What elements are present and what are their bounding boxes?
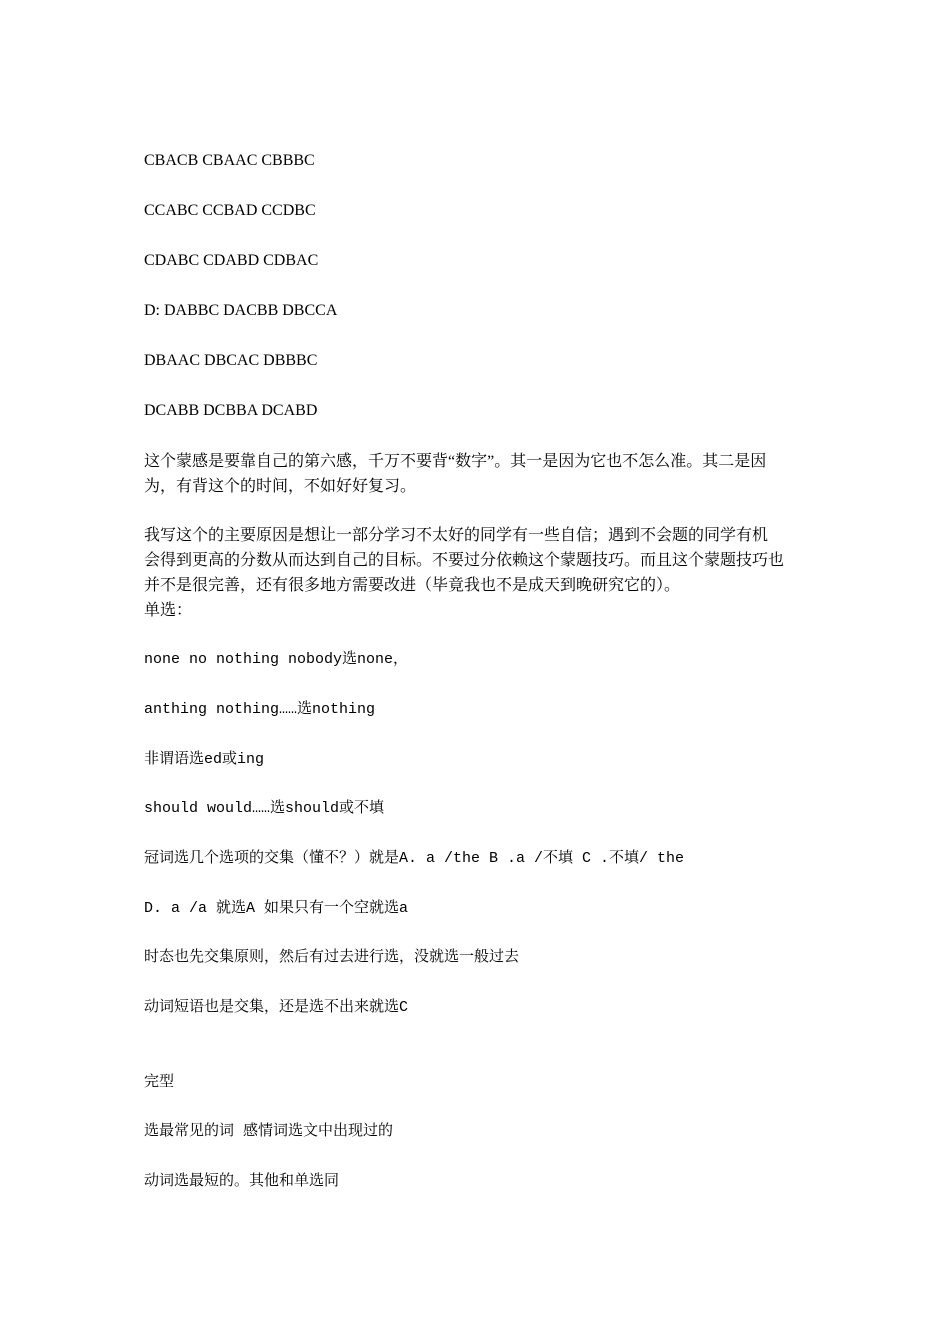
tip-line: should would……选should或不填	[144, 800, 385, 817]
note-line: 为，有背这个的时间，不如好好复习。	[144, 478, 417, 495]
note-paragraph-1	[144, 449, 814, 499]
tip-line: 时态也先交集原则，然后有过去进行选，没就选一般过去	[144, 949, 520, 966]
answer-line: D: DABBC DACBB DBCCA	[144, 302, 338, 319]
tip-line: anthing nothing……选nothing	[144, 701, 376, 718]
tip-line: 动词选最短的。其他和单选同	[144, 1173, 340, 1190]
note-line: 我写这个的主要原因是想让一部分学习不太好的同学有一些自信；遇到不会题的同学有机	[144, 527, 769, 544]
answer-line: DBAAC DBCAC DBBBC	[144, 352, 318, 369]
section-heading-cloze: 完型	[144, 1074, 175, 1091]
tip-line: D. a /a 就选A 如果只有一个空就选a	[144, 900, 409, 917]
note-line: 并不是很完善，还有很多地方需要改进（毕竟我也不是成天到晚研究它的）。	[144, 577, 681, 594]
answer-line: CBACB CBAAC CBBBC	[144, 152, 315, 169]
answer-line: DCABB DCBBA DCABD	[144, 402, 318, 419]
note-paragraph-2	[144, 523, 814, 623]
note-line: 这个蒙感是要靠自己的第六感，千万不要背“数字”。其一是因为它也不怎么准。其二是因	[144, 453, 767, 470]
tip-line: 冠词选几个选项的交集（懂不？）就是A. a /the B .a /不填 C .不填/ the	[144, 850, 685, 867]
note-line: 会得到更高的分数从而达到自己的目标。不要过分依赖这个蒙题技巧。而且这个蒙题技巧也	[144, 552, 785, 569]
answer-line: CDABC CDABD CDBAC	[144, 252, 319, 269]
tip-line: 动词短语也是交集，还是选不出来就选C	[144, 999, 409, 1016]
tip-line: none no nothing nobody选none，	[144, 651, 409, 668]
section-heading-single-choice: 单选：	[144, 602, 193, 619]
tip-line: 非谓语选ed或ing	[144, 751, 265, 768]
answer-line: CCABC CCBAD CCDBC	[144, 202, 316, 219]
tip-line: 选最常见的词 感情词选文中出现过的	[144, 1123, 394, 1140]
